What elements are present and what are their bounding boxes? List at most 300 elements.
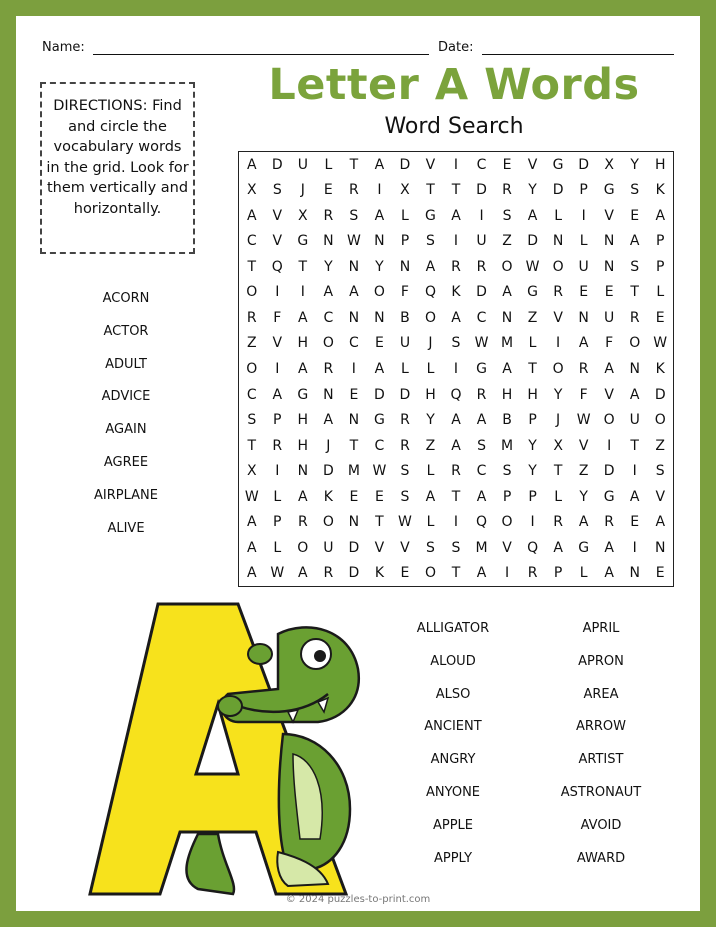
grid-cell[interactable]: N <box>297 463 309 480</box>
grid-cell[interactable]: S <box>502 463 512 480</box>
grid-cell[interactable]: Y <box>324 258 333 275</box>
grid-cell[interactable]: D <box>578 156 590 173</box>
grid-cell[interactable]: T <box>375 514 384 531</box>
grid-cell[interactable]: B <box>400 309 410 326</box>
grid-cell[interactable]: K <box>323 488 333 505</box>
grid-cell[interactable]: Z <box>578 463 589 480</box>
grid-cell[interactable]: A <box>451 309 461 326</box>
name-line[interactable] <box>93 40 429 55</box>
grid-cell[interactable]: R <box>323 360 334 377</box>
grid-cell[interactable]: Y <box>579 488 588 505</box>
grid-cell[interactable]: A <box>655 514 666 531</box>
grid-cell[interactable]: O <box>297 539 309 556</box>
grid-cell[interactable]: N <box>578 309 589 326</box>
grid-cell[interactable]: W <box>576 412 591 429</box>
grid-cell[interactable]: Z <box>502 233 512 250</box>
grid-cell[interactable]: A <box>323 284 334 301</box>
grid-cell[interactable]: R <box>604 514 615 531</box>
grid-cell[interactable]: E <box>630 207 640 224</box>
grid-cell[interactable]: N <box>374 309 385 326</box>
grid-cell[interactable]: C <box>348 335 359 352</box>
grid-cell[interactable]: V <box>527 156 538 173</box>
grid-cell[interactable]: W <box>346 233 361 250</box>
grid-cell[interactable]: D <box>322 463 334 480</box>
grid-cell[interactable]: Q <box>527 539 539 556</box>
grid-cell[interactable]: I <box>453 233 459 250</box>
grid-cell[interactable]: H <box>425 386 436 403</box>
grid-cell[interactable]: M <box>501 335 514 352</box>
grid-cell[interactable]: D <box>374 386 385 403</box>
grid-cell[interactable]: Q <box>450 386 462 403</box>
grid-cell[interactable]: G <box>476 360 487 377</box>
grid-cell[interactable]: A <box>374 156 385 173</box>
vocabulary-word: AREA <box>583 686 619 702</box>
grid-cell[interactable]: S <box>451 335 461 352</box>
grid-cell[interactable]: T <box>298 258 308 275</box>
grid-cell[interactable]: C <box>476 156 487 173</box>
grid-cell[interactable]: I <box>556 335 561 352</box>
grid-cell[interactable]: M <box>501 437 514 454</box>
grid-cell[interactable]: V <box>578 437 589 454</box>
grid-cell[interactable]: N <box>323 386 334 403</box>
grid-cell[interactable]: X <box>246 182 257 199</box>
date-line[interactable] <box>482 40 674 55</box>
grid-cell[interactable]: T <box>553 463 563 480</box>
grid-cell[interactable]: E <box>604 284 614 301</box>
grid-cell[interactable]: E <box>374 335 384 352</box>
grid-cell[interactable]: N <box>552 233 564 250</box>
grid-cell[interactable]: I <box>530 514 535 531</box>
grid-cell[interactable]: I <box>453 514 459 531</box>
grid-cell[interactable]: O <box>603 412 615 429</box>
grid-cell[interactable]: R <box>476 386 487 403</box>
grid-cell[interactable]: E <box>323 182 333 199</box>
grid-cell[interactable]: A <box>323 412 334 429</box>
grid-cell[interactable]: O <box>246 360 258 377</box>
grid-cell[interactable]: A <box>553 539 563 556</box>
grid-cell[interactable]: Y <box>528 463 537 480</box>
grid-cell[interactable]: I <box>275 360 280 377</box>
grid-cell[interactable]: O <box>629 335 641 352</box>
grid-cell[interactable]: D <box>399 386 411 403</box>
grid-cell[interactable]: Z <box>655 437 666 454</box>
grid-cell[interactable]: A <box>374 207 385 224</box>
vocabulary-word: ARTIST <box>578 752 624 768</box>
grid-cell[interactable]: N <box>603 258 615 275</box>
grid-cell[interactable]: J <box>556 412 561 429</box>
grid-cell[interactable]: A <box>476 412 487 429</box>
grid-cell[interactable]: Y <box>553 386 563 403</box>
grid-cell[interactable]: L <box>401 360 409 377</box>
grid-cell[interactable]: M <box>475 539 488 556</box>
grid-cell[interactable]: H <box>527 386 538 403</box>
grid-cell[interactable]: H <box>297 437 309 454</box>
grid-cell[interactable]: A <box>527 207 538 224</box>
grid-cell[interactable]: A <box>425 488 436 505</box>
grid-cell[interactable]: C <box>323 309 334 326</box>
grid-cell[interactable]: N <box>399 258 411 275</box>
grid-cell[interactable]: R <box>451 258 461 275</box>
grid-cell[interactable]: U <box>323 539 334 556</box>
grid-cell[interactable]: T <box>528 360 537 377</box>
grid-cell[interactable]: M <box>347 463 360 480</box>
grid-cell[interactable]: T <box>451 182 461 199</box>
grid-cell[interactable]: S <box>426 539 435 556</box>
grid-cell[interactable]: D <box>348 565 360 582</box>
grid-cell[interactable]: G <box>603 488 615 505</box>
grid-cell[interactable]: A <box>246 565 257 582</box>
grid-cell[interactable]: E <box>579 284 589 301</box>
grid-cell[interactable]: G <box>373 412 385 429</box>
grid-cell[interactable]: R <box>400 412 410 429</box>
grid-cell[interactable]: L <box>554 488 563 505</box>
grid-cell[interactable]: A <box>246 539 257 556</box>
grid-cell[interactable]: R <box>527 565 538 582</box>
grid-cell[interactable]: P <box>553 565 563 582</box>
grid-cell[interactable]: N <box>323 233 334 250</box>
grid-cell[interactable]: E <box>655 309 665 326</box>
grid-cell[interactable]: R <box>553 284 563 301</box>
grid-cell[interactable]: S <box>349 207 359 224</box>
grid-cell[interactable]: F <box>273 309 282 326</box>
grid-cell[interactable]: K <box>655 182 665 199</box>
grid-cell[interactable]: L <box>273 539 282 556</box>
grid-cell[interactable]: W <box>653 335 668 352</box>
grid-cell[interactable]: S <box>655 463 665 480</box>
grid-cell[interactable]: P <box>400 233 410 250</box>
grid-cell[interactable]: T <box>630 437 639 454</box>
grid-cell[interactable]: V <box>655 488 666 505</box>
grid-cell[interactable]: V <box>272 335 283 352</box>
grid-cell[interactable]: J <box>300 182 305 199</box>
grid-cell[interactable]: C <box>476 309 487 326</box>
grid-cell[interactable]: N <box>348 309 360 326</box>
grid-cell[interactable]: D <box>603 463 615 480</box>
grid-cell[interactable]: A <box>451 437 461 454</box>
grid-cell[interactable]: L <box>426 463 435 480</box>
grid-cell[interactable]: S <box>630 258 640 275</box>
grid-cell[interactable]: R <box>323 207 334 224</box>
grid-cell[interactable]: I <box>504 565 510 582</box>
vocabulary-word: APPLY <box>433 850 473 866</box>
grid-cell[interactable]: A <box>578 514 589 531</box>
grid-cell[interactable]: O <box>322 514 334 531</box>
grid-cell[interactable]: T <box>630 284 639 301</box>
grid-cell[interactable]: Q <box>271 258 283 275</box>
grid-cell[interactable]: K <box>451 284 461 301</box>
grid-cell[interactable]: L <box>426 514 435 531</box>
grid-cell[interactable]: A <box>272 386 283 403</box>
grid-cell[interactable]: O <box>373 284 385 301</box>
grid-cell[interactable]: A <box>298 309 308 326</box>
grid-cell[interactable]: A <box>604 360 614 377</box>
grid-cell[interactable]: O <box>424 309 436 326</box>
grid-cell[interactable]: A <box>298 488 308 505</box>
grid-cell[interactable]: F <box>400 284 409 301</box>
grid-cell[interactable]: U <box>629 412 640 429</box>
grid-cell[interactable]: S <box>502 207 512 224</box>
grid-cell[interactable]: D <box>476 284 487 301</box>
grid-cell[interactable]: A <box>451 207 461 224</box>
grid-cell[interactable]: N <box>654 539 666 556</box>
grid-cell[interactable]: Q <box>476 514 488 531</box>
grid-cell[interactable]: U <box>297 156 308 173</box>
grid-cell[interactable]: N <box>348 412 360 429</box>
grid-cell[interactable]: F <box>605 335 614 352</box>
grid-cell[interactable]: S <box>247 412 257 429</box>
grid-cell[interactable]: L <box>579 565 588 582</box>
grid-cell[interactable]: O <box>424 565 436 582</box>
grid-cell[interactable]: A <box>578 335 589 352</box>
grid-cell[interactable]: O <box>246 284 258 301</box>
grid-cell[interactable]: R <box>451 463 461 480</box>
grid-cell[interactable]: D <box>552 182 564 199</box>
grid-cell[interactable]: L <box>528 335 537 352</box>
grid-cell[interactable]: V <box>400 539 410 556</box>
grid-cell[interactable]: P <box>528 412 537 429</box>
grid-cell[interactable]: O <box>552 360 564 377</box>
grid-cell[interactable]: A <box>629 386 640 403</box>
grid-cell[interactable]: R <box>400 437 410 454</box>
grid-cell[interactable]: W <box>372 463 387 480</box>
grid-cell[interactable]: E <box>502 156 512 173</box>
grid-cell[interactable]: R <box>553 514 563 531</box>
grid-cell[interactable]: V <box>272 207 283 224</box>
grid-cell[interactable]: D <box>271 156 283 173</box>
vocabulary-word: AVOID <box>580 817 622 833</box>
grid-cell[interactable]: A <box>298 360 308 377</box>
grid-cell[interactable]: H <box>501 386 513 403</box>
grid-cell[interactable]: Y <box>528 437 537 454</box>
grid-cell[interactable]: A <box>502 284 512 301</box>
grid-cell[interactable]: A <box>246 514 257 531</box>
grid-cell[interactable]: N <box>629 360 640 377</box>
grid-cell[interactable]: O <box>501 258 513 275</box>
grid-cell[interactable]: S <box>477 437 486 454</box>
grid-cell[interactable]: A <box>502 360 512 377</box>
grid-cell[interactable]: V <box>604 207 614 224</box>
grid-cell[interactable]: R <box>297 514 308 531</box>
grid-cell[interactable]: I <box>632 539 637 556</box>
grid-cell[interactable]: R <box>578 360 589 377</box>
grid-cell[interactable]: L <box>426 360 435 377</box>
grid-cell[interactable]: P <box>656 233 665 250</box>
grid-cell[interactable]: V <box>272 233 283 250</box>
grid-cell[interactable]: V <box>553 309 563 326</box>
grid-cell[interactable]: F <box>579 386 588 403</box>
grid-cell[interactable]: L <box>273 488 282 505</box>
grid-cell[interactable]: D <box>654 386 666 403</box>
grid-cell[interactable]: H <box>654 156 666 173</box>
grid-cell[interactable]: P <box>579 182 588 199</box>
grid-cell[interactable]: A <box>604 539 614 556</box>
grid-cell[interactable]: X <box>553 437 563 454</box>
grid-cell[interactable]: U <box>604 309 615 326</box>
grid-cell[interactable]: A <box>476 488 487 505</box>
grid-cell[interactable]: V <box>604 386 614 403</box>
grid-cell[interactable]: E <box>400 565 410 582</box>
grid-cell[interactable]: D <box>527 233 538 250</box>
grid-cell[interactable]: Y <box>426 412 435 429</box>
grid-cell[interactable]: Y <box>375 258 384 275</box>
grid-cell[interactable]: P <box>273 514 282 531</box>
vocabulary-word: ACTOR <box>103 323 149 339</box>
grid-cell[interactable]: K <box>655 360 665 377</box>
grid-cell[interactable]: O <box>501 514 513 531</box>
grid-cell[interactable]: Z <box>246 335 257 352</box>
grid-cell[interactable]: I <box>479 207 484 224</box>
grid-cell[interactable]: X <box>246 463 257 480</box>
grid-cell[interactable]: N <box>501 309 513 326</box>
grid-cell[interactable]: W <box>474 335 489 352</box>
grid-cell[interactable]: B <box>502 412 512 429</box>
grid-cell[interactable]: A <box>246 207 257 224</box>
grid-cell[interactable]: O <box>552 258 564 275</box>
grid-cell[interactable]: A <box>246 156 257 173</box>
grid-cell[interactable]: T <box>451 565 461 582</box>
word-list-middle <box>392 613 514 875</box>
grid-cell[interactable]: X <box>604 156 614 173</box>
grid-cell[interactable]: C <box>476 463 487 480</box>
grid-cell[interactable]: I <box>632 463 637 480</box>
grid-cell[interactable]: E <box>630 514 640 531</box>
grid-cell[interactable]: D <box>348 539 360 556</box>
grid-cell[interactable]: A <box>451 412 461 429</box>
grid-cell[interactable]: I <box>275 284 280 301</box>
grid-cell[interactable]: X <box>400 182 410 199</box>
grid-cell[interactable]: A <box>374 360 385 377</box>
grid-cell[interactable]: W <box>270 565 285 582</box>
grid-cell[interactable]: I <box>377 182 382 199</box>
grid-cell[interactable]: G <box>552 156 564 173</box>
grid-cell[interactable]: Z <box>425 437 436 454</box>
grid-cell[interactable]: L <box>554 207 563 224</box>
grid-cell[interactable]: W <box>244 488 259 505</box>
grid-cell[interactable]: R <box>629 309 640 326</box>
grid-cell[interactable]: G <box>297 386 309 403</box>
grid-cell[interactable]: N <box>603 233 615 250</box>
grid-cell[interactable]: A <box>349 284 359 301</box>
grid-cell[interactable]: E <box>349 488 359 505</box>
grid-cell[interactable]: N <box>348 514 360 531</box>
grid-cell[interactable]: X <box>298 207 308 224</box>
grid-cell[interactable]: N <box>348 258 360 275</box>
grid-cell[interactable]: A <box>629 233 640 250</box>
grid-cell[interactable]: W <box>398 514 412 531</box>
grid-cell[interactable]: G <box>297 233 309 250</box>
grid-cell[interactable]: S <box>426 233 435 250</box>
grid-cell[interactable]: K <box>374 565 384 582</box>
grid-cell[interactable]: Q <box>424 284 436 301</box>
word-list-right <box>540 613 662 875</box>
grid-cell[interactable]: N <box>629 565 640 582</box>
grid-cell[interactable]: N <box>374 233 385 250</box>
grid-cell[interactable]: A <box>298 565 308 582</box>
grid-cell[interactable]: T <box>247 437 257 454</box>
grid-cell[interactable]: L <box>579 233 588 250</box>
grid-cell[interactable]: P <box>656 258 665 275</box>
grid-cell[interactable]: A <box>604 565 614 582</box>
grid-cell[interactable]: G <box>603 182 615 199</box>
grid-cell[interactable]: V <box>425 156 436 173</box>
grid-cell[interactable]: R <box>246 309 257 326</box>
grid-cell[interactable]: W <box>525 258 540 275</box>
grid-cell[interactable]: A <box>629 488 640 505</box>
grid-cell[interactable]: U <box>476 233 487 250</box>
vocabulary-word: ADVICE <box>101 389 151 405</box>
grid-cell[interactable]: E <box>374 488 384 505</box>
grid-cell[interactable]: R <box>349 182 359 199</box>
grid-cell[interactable]: C <box>246 386 257 403</box>
grid-cell[interactable]: T <box>247 258 257 275</box>
grid-cell[interactable]: A <box>476 565 487 582</box>
grid-cell[interactable]: T <box>349 156 359 173</box>
grid-cell[interactable]: Y <box>528 182 537 199</box>
grid-cell[interactable]: L <box>401 207 409 224</box>
grid-cell[interactable]: S <box>451 539 461 556</box>
grid-cell[interactable]: G <box>425 207 436 224</box>
grid-cell[interactable]: T <box>451 488 461 505</box>
grid-cell[interactable]: I <box>453 156 459 173</box>
grid-cell[interactable]: O <box>322 335 334 352</box>
grid-cell[interactable]: C <box>374 437 385 454</box>
grid-cell[interactable]: G <box>578 539 590 556</box>
grid-cell[interactable]: P <box>273 412 282 429</box>
grid-cell[interactable]: R <box>502 182 512 199</box>
grid-cell[interactable]: V <box>374 539 385 556</box>
grid-cell[interactable]: I <box>300 284 305 301</box>
grid-cell[interactable]: E <box>655 565 665 582</box>
grid-cell[interactable]: O <box>654 412 666 429</box>
grid-cell[interactable]: L <box>656 284 665 301</box>
grid-cell[interactable]: I <box>275 463 280 480</box>
grid-cell[interactable]: A <box>425 258 436 275</box>
grid-cell[interactable]: Y <box>630 156 639 173</box>
grid-cell[interactable]: P <box>528 488 537 505</box>
grid-cell[interactable]: A <box>655 207 666 224</box>
grid-cell[interactable]: I <box>453 360 459 377</box>
grid-cell[interactable]: J <box>326 437 331 454</box>
grid-cell[interactable]: J <box>428 335 433 352</box>
grid-cell[interactable]: R <box>323 565 334 582</box>
grid-cell[interactable]: H <box>297 412 309 429</box>
grid-cell[interactable]: S <box>630 182 640 199</box>
grid-cell[interactable]: R <box>272 437 283 454</box>
grid-cell[interactable]: P <box>502 488 512 505</box>
grid-cell[interactable]: S <box>272 182 282 199</box>
grid-cell[interactable]: D <box>476 182 487 199</box>
grid-cell[interactable]: H <box>297 335 309 352</box>
grid-cell[interactable]: U <box>578 258 589 275</box>
grid-cell[interactable]: E <box>349 386 359 403</box>
grid-cell[interactable]: I <box>351 360 356 377</box>
grid-cell[interactable]: U <box>399 335 411 352</box>
grid-cell[interactable]: I <box>607 437 612 454</box>
grid-cell[interactable]: I <box>581 207 586 224</box>
grid-cell[interactable]: V <box>502 539 512 556</box>
grid-cell[interactable]: R <box>476 258 487 275</box>
grid-cell[interactable]: Z <box>527 309 538 326</box>
grid-cell[interactable]: L <box>324 156 333 173</box>
grid-cell[interactable]: G <box>527 284 538 301</box>
grid-cell[interactable]: S <box>400 488 410 505</box>
grid-cell[interactable]: S <box>400 463 410 480</box>
grid-cell[interactable]: D <box>399 156 411 173</box>
grid-cell[interactable]: T <box>426 182 435 199</box>
vocabulary-word: ACORN <box>102 291 150 306</box>
grid-cell[interactable]: T <box>349 437 359 454</box>
grid-cell[interactable]: C <box>246 233 257 250</box>
